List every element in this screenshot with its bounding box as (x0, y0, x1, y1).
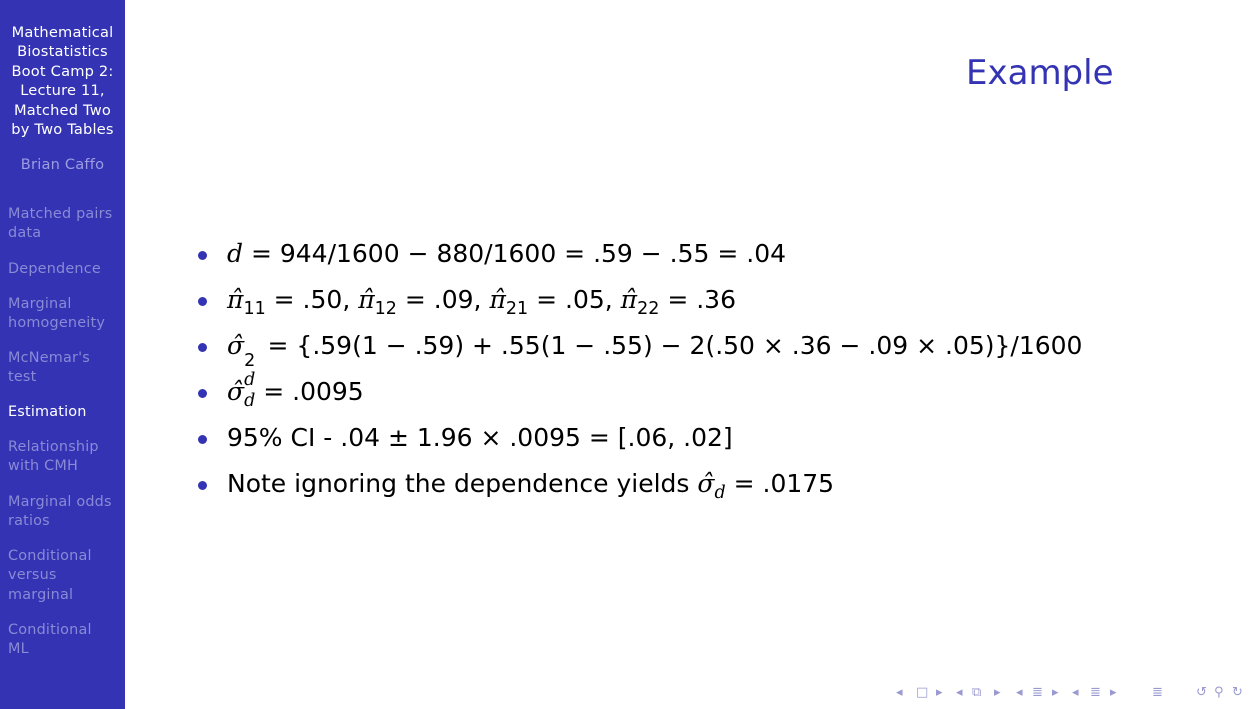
bullet-text (227, 234, 786, 274)
nav-search-icon[interactable]: ↺ (1196, 685, 1207, 700)
sidebar-item-relationship-with-cmh[interactable] (8, 438, 122, 477)
nav-subsection-left-icon[interactable]: ◂ (956, 685, 963, 700)
math-sub: 11 (243, 299, 266, 320)
sidebar-item-label: McNemar's (8, 350, 90, 366)
math-expr: = .0095 (255, 377, 364, 406)
bullet-text: σ̂ 2 d = {.59(1 − .59) + .55(1 − .55) − 2(.50 × .36 − .09 × .05)}/1600 (227, 326, 1082, 366)
sidebar-item-label: Conditional (8, 548, 92, 564)
title-line: Biostatistics (17, 43, 108, 61)
title-line: Lecture 11, (20, 82, 105, 100)
sidebar-item-label: test (8, 369, 37, 386)
sidebar-item-label: Relationship (8, 439, 99, 455)
sidebar-item-marginal-homogeneity[interactable] (8, 295, 122, 334)
title-line: Matched Two (14, 101, 111, 119)
nav-doc-right-icon[interactable]: ▸ (1110, 685, 1117, 700)
sidebar-item-label: Dependence (8, 261, 101, 277)
math-expr: = {.59(1 − .59) + .55(1 − .55) − 2(.50 × .36 − .09 × .05)}/1600 (259, 331, 1083, 360)
math-sub: d (244, 370, 256, 391)
sidebar-item-label: versus (8, 567, 57, 584)
sidebar-item-estimation[interactable] (8, 403, 122, 422)
nav-subsection-icon[interactable]: ⧉ (972, 685, 982, 700)
sidebar-item-label: Marginal odds (8, 494, 112, 510)
nav-frame-right-icon[interactable]: ▸ (936, 685, 943, 700)
sidebar-item-dependence[interactable] (8, 260, 122, 279)
title-line: Mathematical (11, 24, 114, 41)
math-expr: = .36 (659, 285, 736, 314)
math-expr: = .05, (528, 285, 621, 314)
bullet-icon (198, 435, 207, 444)
presentation-title[interactable] (0, 23, 125, 139)
sidebar-item-label: Estimation (8, 404, 87, 420)
nav-section-right-icon[interactable]: ▸ (1052, 685, 1059, 700)
sidebar-item-label: Matched pairs (8, 206, 113, 222)
bullet-icon (198, 343, 207, 352)
author-name[interactable]: Brian Caffo (20, 156, 105, 173)
math-sub: 12 (374, 299, 397, 320)
note-text: Note ignoring the dependence yields (227, 469, 698, 498)
bullet-text: $\sigmâ_d = .0095$ (227, 377, 364, 412)
bullet-text: Note ignoring the dependence yields $\sigmâ_d = .0175$ (227, 469, 835, 504)
nav-appendix-icon[interactable]: ≣ (1152, 685, 1163, 700)
math-sub: d (244, 391, 256, 412)
math-sub: 21 (505, 299, 529, 320)
sidebar-item-label: homogeneity (8, 315, 106, 332)
math-sup: 2 (244, 351, 256, 372)
sidebar-item-label: Marginal (8, 296, 72, 312)
sidebar-item-matched-pairs-data[interactable] (8, 205, 122, 244)
sidebar-item-label: Conditional (8, 622, 92, 638)
nav-zoom-icon[interactable]: ⚲ (1214, 685, 1224, 700)
title-line: by Two Tables (11, 121, 114, 139)
frame-title: Example (966, 53, 1114, 93)
nav-frame-icon[interactable]: □ (916, 685, 929, 700)
math-expr: = .09, (396, 285, 490, 314)
sidebar-item-label: ratios (8, 513, 50, 530)
nav-section-left2-icon[interactable]: ◂ (1072, 685, 1079, 700)
math-sub: 22 (637, 299, 660, 320)
math-expr: = .50, (265, 285, 359, 314)
bullet-icon (198, 297, 207, 306)
math-sub: d (714, 483, 726, 504)
math-expr: = .0175 (725, 469, 835, 498)
nav-section-left-icon[interactable]: ◂ (1016, 685, 1023, 700)
nav-section-icon[interactable]: ≣ (1032, 685, 1043, 700)
bullet-icon (198, 389, 207, 398)
nav-subsection-right-icon[interactable]: ▸ (994, 685, 1001, 700)
nav-doc-icon[interactable]: ≣ (1090, 685, 1101, 700)
sidebar-item-conditional-versus-marginal[interactable] (8, 547, 122, 605)
bullet-text: 95% CI - .04 ± 1.96 × .0095 = [.06, .02] (227, 423, 733, 452)
sidebar-item-marginal-odds-ratios[interactable] (8, 493, 122, 532)
sidebar-item-label: with CMH (8, 458, 78, 475)
nav-back-icon[interactable]: ↻ (1232, 685, 1243, 700)
sidebar-item-mcnemars-test[interactable] (8, 349, 122, 388)
bullet-text: $\pî_{11} = .50$, $\pî_{12} = .09$, $\pî_{21} = .05$, $\pî_{22} = .36$ (227, 285, 736, 320)
sidebar-item-label: data (8, 225, 42, 242)
title-line: Boot Camp 2: (11, 62, 114, 80)
nav-frame-left-icon[interactable]: ◂ (896, 685, 903, 700)
sidebar-item-conditional-ml[interactable] (8, 621, 122, 660)
sidebar-item-label: ML (8, 641, 29, 658)
sidebar (0, 0, 125, 709)
sidebar-item-label: marginal (8, 586, 74, 603)
math-var: d (227, 239, 244, 268)
math-expr: = 944/1600 − 880/1600 = .59 − .55 = .04 (243, 239, 787, 268)
bullet-icon (198, 251, 207, 260)
bullet-icon (198, 481, 207, 490)
